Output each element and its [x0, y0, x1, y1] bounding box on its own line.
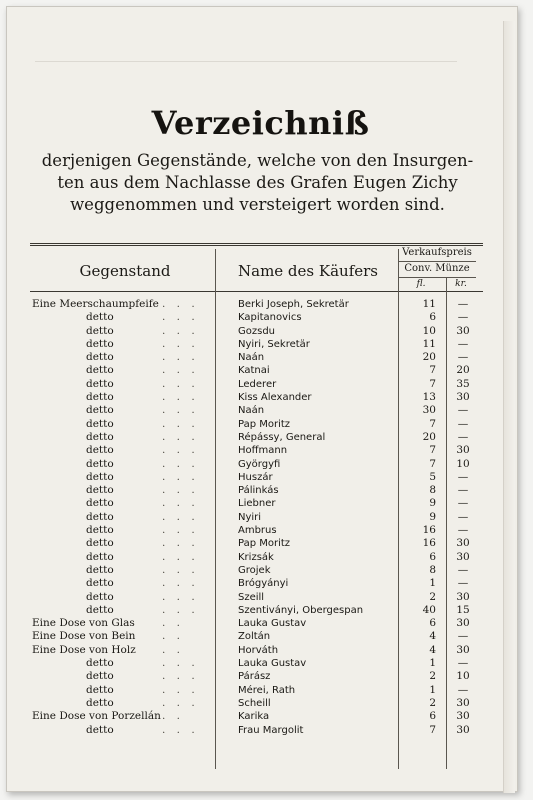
- price-fl-cell: 1: [429, 577, 436, 590]
- leader-dots: . . .: [162, 537, 199, 550]
- buyer-cell: Karika: [238, 711, 270, 723]
- leader-dots: . . .: [162, 657, 199, 670]
- price-fl-cell: 7: [429, 444, 436, 457]
- price-kr-cell: —: [457, 630, 469, 643]
- table-row: [0, 564, 520, 577]
- leader-dots: . . .: [162, 337, 199, 350]
- leader-dots: . . .: [162, 484, 199, 497]
- table-row: [0, 311, 520, 324]
- item-cell: detto: [86, 657, 114, 670]
- table-row: [0, 378, 520, 391]
- leader-dots: . . .: [162, 696, 199, 709]
- price-fl-cell: 6: [429, 550, 436, 563]
- buyer-cell: Ambrus: [238, 525, 277, 537]
- price-fl-cell: 9: [429, 497, 436, 510]
- table-row: [0, 670, 520, 683]
- price-kr-cell: —: [457, 510, 469, 523]
- price-kr-cell: 30: [456, 590, 470, 603]
- price-kr-cell: 30: [456, 643, 470, 656]
- price-fl-cell: 7: [429, 364, 436, 377]
- table-row: [0, 591, 520, 604]
- table-row: [0, 351, 520, 364]
- price-fl-cell: 30: [422, 404, 436, 417]
- table-row: [0, 630, 520, 643]
- buyer-cell: Mérei, Rath: [238, 684, 296, 696]
- leader-dots: . . .: [162, 404, 199, 417]
- price-fl-cell: 6: [429, 617, 436, 630]
- price-fl-cell: 8: [429, 563, 436, 576]
- item-cell: Eine Dose von Glas: [32, 617, 135, 630]
- price-fl-cell: 7: [429, 457, 436, 470]
- buyer-cell: Nyiri: [238, 511, 262, 523]
- price-kr-cell: 30: [456, 696, 470, 709]
- price-fl-cell: 4: [429, 643, 436, 656]
- buyer-cell: Répássy, General: [238, 431, 326, 443]
- leader-dots: . . .: [162, 457, 199, 470]
- item-cell: detto: [86, 470, 114, 483]
- price-header-rule: [398, 277, 476, 278]
- leader-dots: . .: [162, 617, 185, 630]
- item-cell: detto: [86, 404, 114, 417]
- table-row: [0, 657, 520, 670]
- header-fl: fl.: [416, 279, 426, 289]
- leader-dots: . . .: [162, 670, 199, 683]
- price-fl-cell: 5: [429, 470, 436, 483]
- item-cell: detto: [86, 524, 114, 537]
- price-kr-cell: —: [457, 351, 469, 364]
- leader-dots: . . .: [162, 311, 199, 324]
- price-kr-cell: 30: [456, 324, 470, 337]
- table-row: [0, 617, 520, 630]
- price-fl-cell: 2: [429, 590, 436, 603]
- table-body: [0, 298, 520, 737]
- subtitle-line: derjenigen Gegenstände, welche von den Insurgen-: [41, 151, 474, 170]
- buyer-cell: Pálinkás: [238, 485, 279, 497]
- price-fl-cell: 6: [429, 311, 436, 324]
- table-row: [0, 404, 520, 417]
- buyer-cell: Györgyfi: [238, 458, 281, 470]
- item-cell: detto: [86, 723, 114, 736]
- item-cell: detto: [86, 391, 114, 404]
- leader-dots: . .: [162, 710, 185, 723]
- buyer-cell: Lederer: [238, 378, 277, 390]
- price-kr-cell: —: [457, 577, 469, 590]
- item-cell: detto: [86, 550, 114, 563]
- price-kr-cell: 30: [456, 723, 470, 736]
- price-fl-cell: 11: [422, 337, 436, 350]
- document-subtitle: [26, 150, 489, 216]
- table-row: [0, 364, 520, 377]
- price-kr-cell: —: [457, 524, 469, 537]
- table-row: [0, 724, 520, 737]
- price-fl-cell: 7: [429, 377, 436, 390]
- price-fl-cell: 11: [422, 298, 436, 310]
- buyer-cell: Berki Joseph, Sekretär: [238, 299, 349, 310]
- item-cell: detto: [86, 484, 114, 497]
- price-kr-cell: 35: [456, 377, 470, 390]
- price-kr-cell: —: [457, 311, 469, 324]
- table-row: [0, 551, 520, 564]
- buyer-cell: Hoffmann: [238, 445, 288, 457]
- table-row: [0, 497, 520, 510]
- table-row: [0, 444, 520, 457]
- leader-dots: . .: [162, 643, 185, 656]
- price-kr-cell: —: [457, 470, 469, 483]
- item-cell: detto: [86, 364, 114, 377]
- item-cell: detto: [86, 603, 114, 616]
- price-fl-cell: 20: [422, 351, 436, 364]
- header-buyer: Name des Käufers: [238, 262, 378, 280]
- price-fl-cell: 4: [429, 630, 436, 643]
- bleed-through-line: [35, 61, 457, 62]
- leader-dots: . . .: [162, 550, 199, 563]
- table-row: [0, 471, 520, 484]
- leader-dots: . . .: [162, 590, 199, 603]
- table-row: [0, 484, 520, 497]
- price-fl-cell: 1: [429, 683, 436, 696]
- leader-dots: . . .: [162, 430, 199, 443]
- buyer-cell: Horváth: [238, 644, 279, 656]
- item-cell: detto: [86, 537, 114, 550]
- table-row: [0, 418, 520, 431]
- item-cell: detto: [86, 577, 114, 590]
- price-kr-cell: 30: [456, 710, 470, 723]
- price-fl-cell: 20: [422, 430, 436, 443]
- price-fl-cell: 7: [429, 723, 436, 736]
- price-kr-cell: 15: [456, 603, 470, 616]
- price-kr-cell: —: [457, 298, 469, 310]
- item-cell: detto: [86, 430, 114, 443]
- buyer-cell: Lauka Gustav: [238, 658, 307, 670]
- buyer-cell: Pap Moritz: [238, 538, 291, 550]
- price-kr-cell: —: [457, 484, 469, 497]
- leader-dots: . .: [162, 630, 185, 643]
- price-kr-cell: —: [457, 657, 469, 670]
- header-currency: Conv. Münze: [404, 263, 470, 274]
- buyer-cell: Frau Margolit: [238, 724, 304, 736]
- price-fl-cell: 13: [422, 391, 436, 404]
- price-kr-cell: 30: [456, 617, 470, 630]
- leader-dots: . . .: [162, 351, 199, 364]
- price-fl-cell: 10: [422, 324, 436, 337]
- leader-dots: . . .: [162, 510, 199, 523]
- buyer-cell: Naán: [238, 352, 265, 364]
- table-row: [0, 458, 520, 471]
- leader-dots: . . .: [162, 497, 199, 510]
- item-cell: Eine Dose von Porzellán: [32, 710, 161, 723]
- header-price: Verkaufspreis: [402, 247, 472, 258]
- subtitle-line: weggenommen und versteigert worden sind.: [70, 195, 445, 214]
- buyer-cell: Kiss Alexander: [238, 392, 312, 404]
- price-kr-cell: —: [457, 404, 469, 417]
- buyer-cell: Pap Moritz: [238, 418, 291, 430]
- price-kr-cell: 30: [456, 550, 470, 563]
- buyer-cell: Párász: [238, 671, 271, 683]
- buyer-cell: Huszár: [238, 471, 273, 483]
- price-kr-cell: 20: [456, 364, 470, 377]
- header-item: Gegenstand: [79, 262, 171, 280]
- leader-dots: . . .: [162, 417, 199, 430]
- item-cell: detto: [86, 683, 114, 696]
- item-cell: detto: [86, 311, 114, 324]
- item-cell: detto: [86, 351, 114, 364]
- item-cell: detto: [86, 497, 114, 510]
- buyer-cell: Szeill: [238, 591, 265, 603]
- price-kr-cell: —: [457, 683, 469, 696]
- price-kr-cell: —: [457, 563, 469, 576]
- buyer-cell: Zoltán: [238, 631, 271, 643]
- item-cell: detto: [86, 337, 114, 350]
- table-row: [0, 577, 520, 590]
- buyer-cell: Grojek: [238, 564, 271, 576]
- table-row: [0, 431, 520, 444]
- price-kr-cell: —: [457, 497, 469, 510]
- price-fl-cell: 7: [429, 417, 436, 430]
- buyer-cell: Nyiri, Sekretär: [238, 338, 310, 350]
- buyer-cell: Naán: [238, 405, 265, 417]
- table-row: [0, 684, 520, 697]
- price-kr-cell: 30: [456, 391, 470, 404]
- price-kr-cell: —: [457, 337, 469, 350]
- leader-dots: . . .: [162, 377, 199, 390]
- buyer-cell: Brógyányi: [238, 578, 289, 590]
- price-kr-cell: —: [457, 417, 469, 430]
- item-cell: Eine Dose von Bein: [32, 630, 136, 643]
- leader-dots: . . .: [162, 470, 199, 483]
- table-row: [0, 511, 520, 524]
- buyer-cell: Katnai: [238, 365, 270, 377]
- leader-dots: . . .: [162, 577, 199, 590]
- price-fl-cell: 6: [429, 710, 436, 723]
- item-cell: Eine Meerschaumpfeife: [32, 298, 159, 310]
- price-fl-cell: 9: [429, 510, 436, 523]
- table-row: [0, 697, 520, 710]
- item-cell: detto: [86, 696, 114, 709]
- document-title: Verzeichniß: [151, 104, 370, 142]
- leader-dots: . . .: [162, 723, 199, 736]
- buyer-cell: Szentiványi, Obergespan: [238, 604, 364, 616]
- item-cell: detto: [86, 417, 114, 430]
- item-cell: detto: [86, 670, 114, 683]
- item-cell: detto: [86, 377, 114, 390]
- leader-dots: . . .: [162, 391, 199, 404]
- buyer-cell: Liebner: [238, 498, 276, 510]
- table-row: [0, 644, 520, 657]
- price-kr-cell: 30: [456, 537, 470, 550]
- leader-dots: . . .: [162, 524, 199, 537]
- price-kr-cell: —: [457, 430, 469, 443]
- table-row: [0, 710, 520, 723]
- price-kr-cell: 30: [456, 444, 470, 457]
- leader-dots: . . .: [162, 603, 199, 616]
- table-row: [0, 338, 520, 351]
- item-cell: detto: [86, 510, 114, 523]
- subtitle-line: ten aus dem Nachlasse des Grafen Eugen Zichy: [57, 173, 458, 192]
- buyer-cell: Kapitanovics: [238, 312, 302, 324]
- leader-dots: . . .: [162, 324, 199, 337]
- table-row: [0, 524, 520, 537]
- price-fl-cell: 16: [422, 524, 436, 537]
- item-cell: detto: [86, 457, 114, 470]
- price-kr-cell: 10: [456, 457, 470, 470]
- buyer-cell: Scheill: [238, 697, 271, 709]
- buyer-cell: Lauka Gustav: [238, 618, 307, 630]
- price-fl-cell: 2: [429, 696, 436, 709]
- buyer-cell: Krizsák: [238, 551, 274, 563]
- item-cell: detto: [86, 444, 114, 457]
- leader-dots: . . .: [162, 364, 199, 377]
- price-fl-cell: 1: [429, 657, 436, 670]
- item-cell: detto: [86, 324, 114, 337]
- table-row: [0, 391, 520, 404]
- price-header-rule: [398, 261, 476, 262]
- table-row: [0, 298, 520, 311]
- item-cell: detto: [86, 563, 114, 576]
- price-fl-cell: 16: [422, 537, 436, 550]
- table-header-rule: [30, 291, 483, 292]
- price-fl-cell: 40: [422, 603, 436, 616]
- item-cell: detto: [86, 590, 114, 603]
- leader-dots: . . .: [162, 444, 199, 457]
- table-row: [0, 325, 520, 338]
- buyer-cell: Gozsdu: [238, 325, 276, 337]
- leader-dots: . . .: [162, 683, 199, 696]
- leader-dots: . . .: [162, 563, 199, 576]
- price-fl-cell: 2: [429, 670, 436, 683]
- leader-dots: . . .: [162, 298, 199, 310]
- price-fl-cell: 8: [429, 484, 436, 497]
- table-row: [0, 537, 520, 550]
- item-cell: Eine Dose von Holz: [32, 643, 136, 656]
- header-kr: kr.: [455, 279, 467, 289]
- table-row: [0, 604, 520, 617]
- price-kr-cell: 10: [456, 670, 470, 683]
